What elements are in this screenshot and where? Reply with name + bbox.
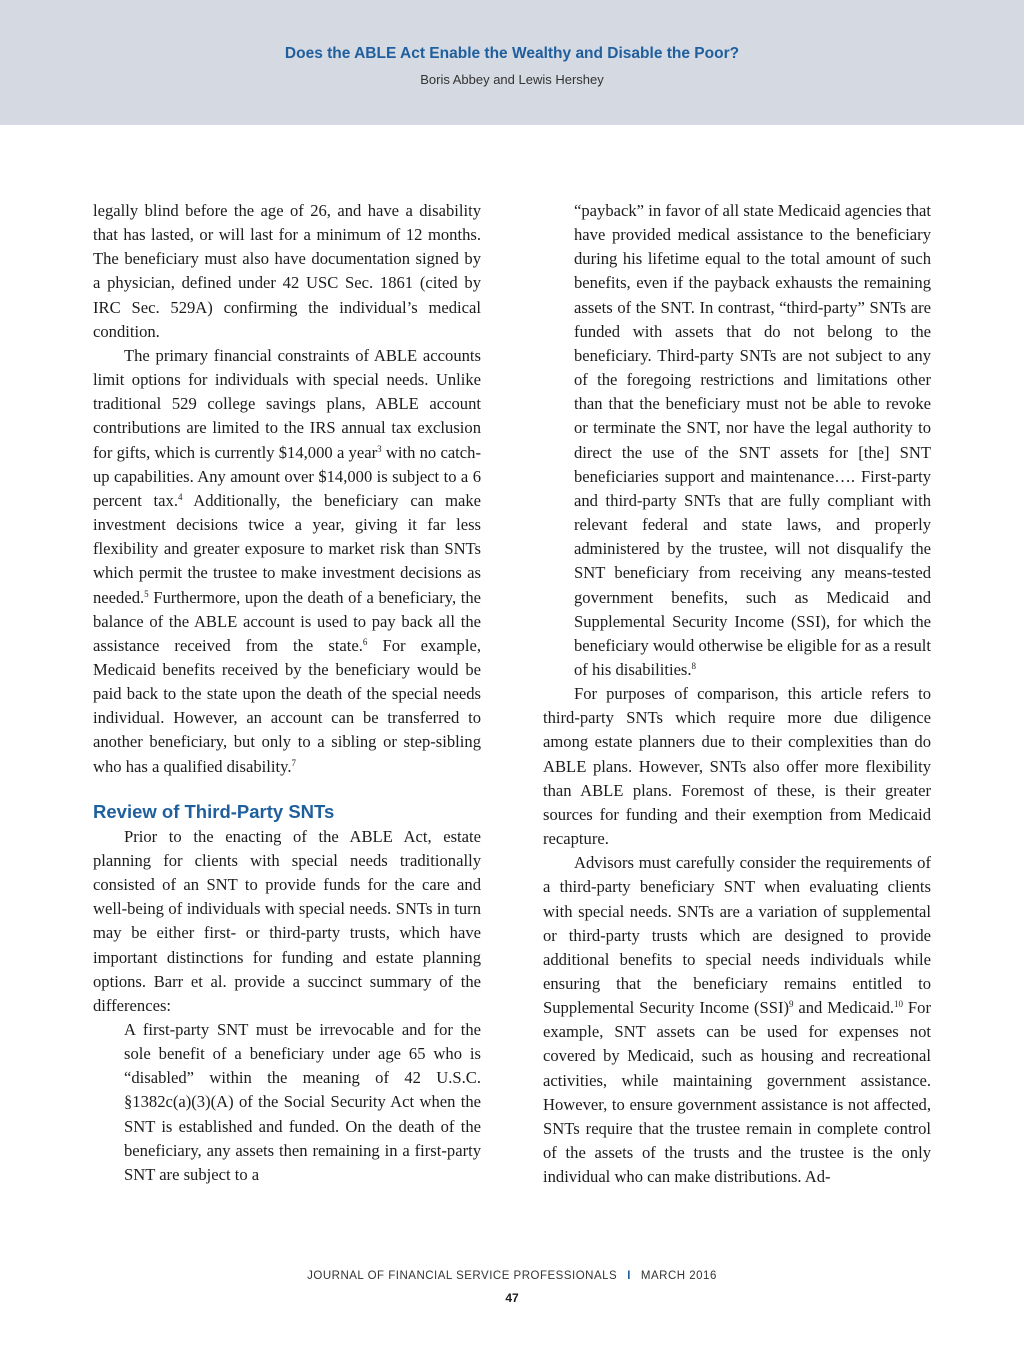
footnote-ref: 9 [789, 999, 794, 1010]
article-authors: Boris Abbey and Lewis Hershey [420, 72, 604, 87]
paragraph [543, 682, 931, 851]
paragraph-text: For example, Medicaid benefits received by the beneficiary would be paid back to the state upon the death of the special needs individual. However, an account can be transferred to another beneficiary, but only to a sibling or step-sibling who has a qualified disability. [93, 635, 481, 776]
running-footer [0, 1270, 1024, 1282]
paragraph [543, 851, 931, 1189]
footnote-ref: 3 [377, 443, 382, 454]
block-quote [93, 1018, 481, 1187]
left-column [93, 199, 481, 1187]
quote-text: A first-party SNT must be irrevocable and for the sole benefit of a beneficiary under age 65 who is “disabled” within the meaning of 42 U.S.C. §1382c(a)(3)(A) of the Social Security Act when the SNT is established and funded. On the death of the beneficiary, any assets then remaining in a first-party SNT are subject to a [124, 1020, 481, 1184]
footnote-ref: 8 [691, 660, 697, 671]
quote-text: “payback” in favor of all state Medicaid agencies that have provided medical assistance to the beneficiary during his lifetime equal to the total amount of such benefits, even if the payback exhausts the remaining assets of the SNT. In contrast, “third-party” SNTs are funded with assets that do not belong to the beneficiary. Third-party SNTs are not subject to any of the foregoing restrictions and limitations other than that the beneficiary must not be able to revoke or terminate the SNT, nor have the legal authority to direct the use of the SNT assets for [the] SNT beneficiaries support and maintenance…. First-party and third-party SNTs that are fully compliant with relevant federal and state laws, and properly administered by the trustee, will not disqualify the SNT beneficiary from receiving any means-tested government benefits, such as Medicaid and Supplemental Security Income (SSI), for which the beneficiary would otherwise be eligible for as a result of his disabilities. [574, 201, 931, 679]
footnote-ref: 5 [144, 588, 149, 599]
page-number: 47 [505, 1291, 519, 1305]
paragraph [93, 825, 481, 1018]
journal-name: JOURNAL OF FINANCIAL SERVICE PROFESSIONALS [307, 1270, 618, 1282]
paragraph-text: For example, SNT assets can be used for expenses not covered by Medicaid, such as housing and recreational activities, while maintaining government assistance. However, to ensure government assistance is not affected, SNTs require that the trustee remain in complete control of the assets of the trusts and the trustee is the only individual who can make distributions. Ad- [543, 998, 931, 1187]
running-header [0, 0, 1024, 125]
section-heading: Review of Third-Party SNTs [93, 800, 335, 822]
paragraph-text: Additionally, the beneficiary can make investment decisions twice a year, giving it far less flexibility and greater exposure to market risk than SNTs which permit the trustee to make investment decisions as needed. [93, 490, 481, 607]
block-quote [543, 199, 931, 682]
paragraph-text: Prior to the enacting of the ABLE Act, estate planning for clients with special needs traditionally consisted of an SNT to provide funds for the care and well-being of individuals with special needs. SNTs in turn may be either first- or third-party trusts, which have important distinctions for funding and estate planning options. Barr et al. provide a succinct summary of the differences: [93, 826, 481, 1015]
footnote-ref: 4 [177, 491, 183, 502]
paragraph-text: Furthermore, upon the death of a beneficiary, the balance of the ABLE account is used to pay back all the assistance received from the state. [93, 587, 481, 655]
paragraph-text: Advisors must carefully consider the requirements of a third-party beneficiary SNT when evaluating clients with special needs. SNTs are a variation of supplemental or third-party trusts which are designed to provide additional benefits to special needs individuals while ensuring that the beneficiary remains entitled to Supplemental Security Income (SSI) [543, 853, 931, 1018]
footer-separator: I [627, 1270, 631, 1282]
article-title: Does the ABLE Act Enable the Wealthy and Disable the Poor? [284, 45, 740, 62]
issue-date: MARCH 2016 [640, 1270, 717, 1282]
paragraph [93, 199, 481, 344]
footnote-ref: 10 [894, 999, 904, 1010]
paragraph [93, 344, 481, 779]
footnote-ref: 6 [362, 636, 368, 647]
footnote-ref: 7 [291, 757, 296, 768]
paragraph-text: and Medicaid. [793, 998, 895, 1018]
paragraph-text: For purposes of comparison, this article refers to third-party SNTs which require more due diligence among estate planners due to their complexities than do ABLE plans. However, SNTs also offer more flexibility than ABLE plans. Foremost of these, is their greater sources for funding and their exemption from Medicaid recapture. [543, 684, 931, 849]
paragraph-text: legally blind before the age of 26, and have a disability that has lasted, or will last for a minimum of 12 months. The beneficiary must also have documentation signed by a physician, defined under 42 USC Sec. 1861 (cited by IRC Sec. 529A) confirming the individual’s medical condition. [93, 201, 481, 341]
right-column [543, 199, 931, 1189]
paragraph-text: with no catch-up capabilities. Any amount over $14,000 is subject to a 6 percent tax. [93, 442, 481, 510]
paragraph-text: The primary financial constraints of ABLE accounts limit options for individuals with special needs. Unlike traditional 529 college savings plans, ABLE account contributions are limited to the IRS annual tax exclusion for gifts, which is currently $14,000 a year [93, 345, 481, 462]
